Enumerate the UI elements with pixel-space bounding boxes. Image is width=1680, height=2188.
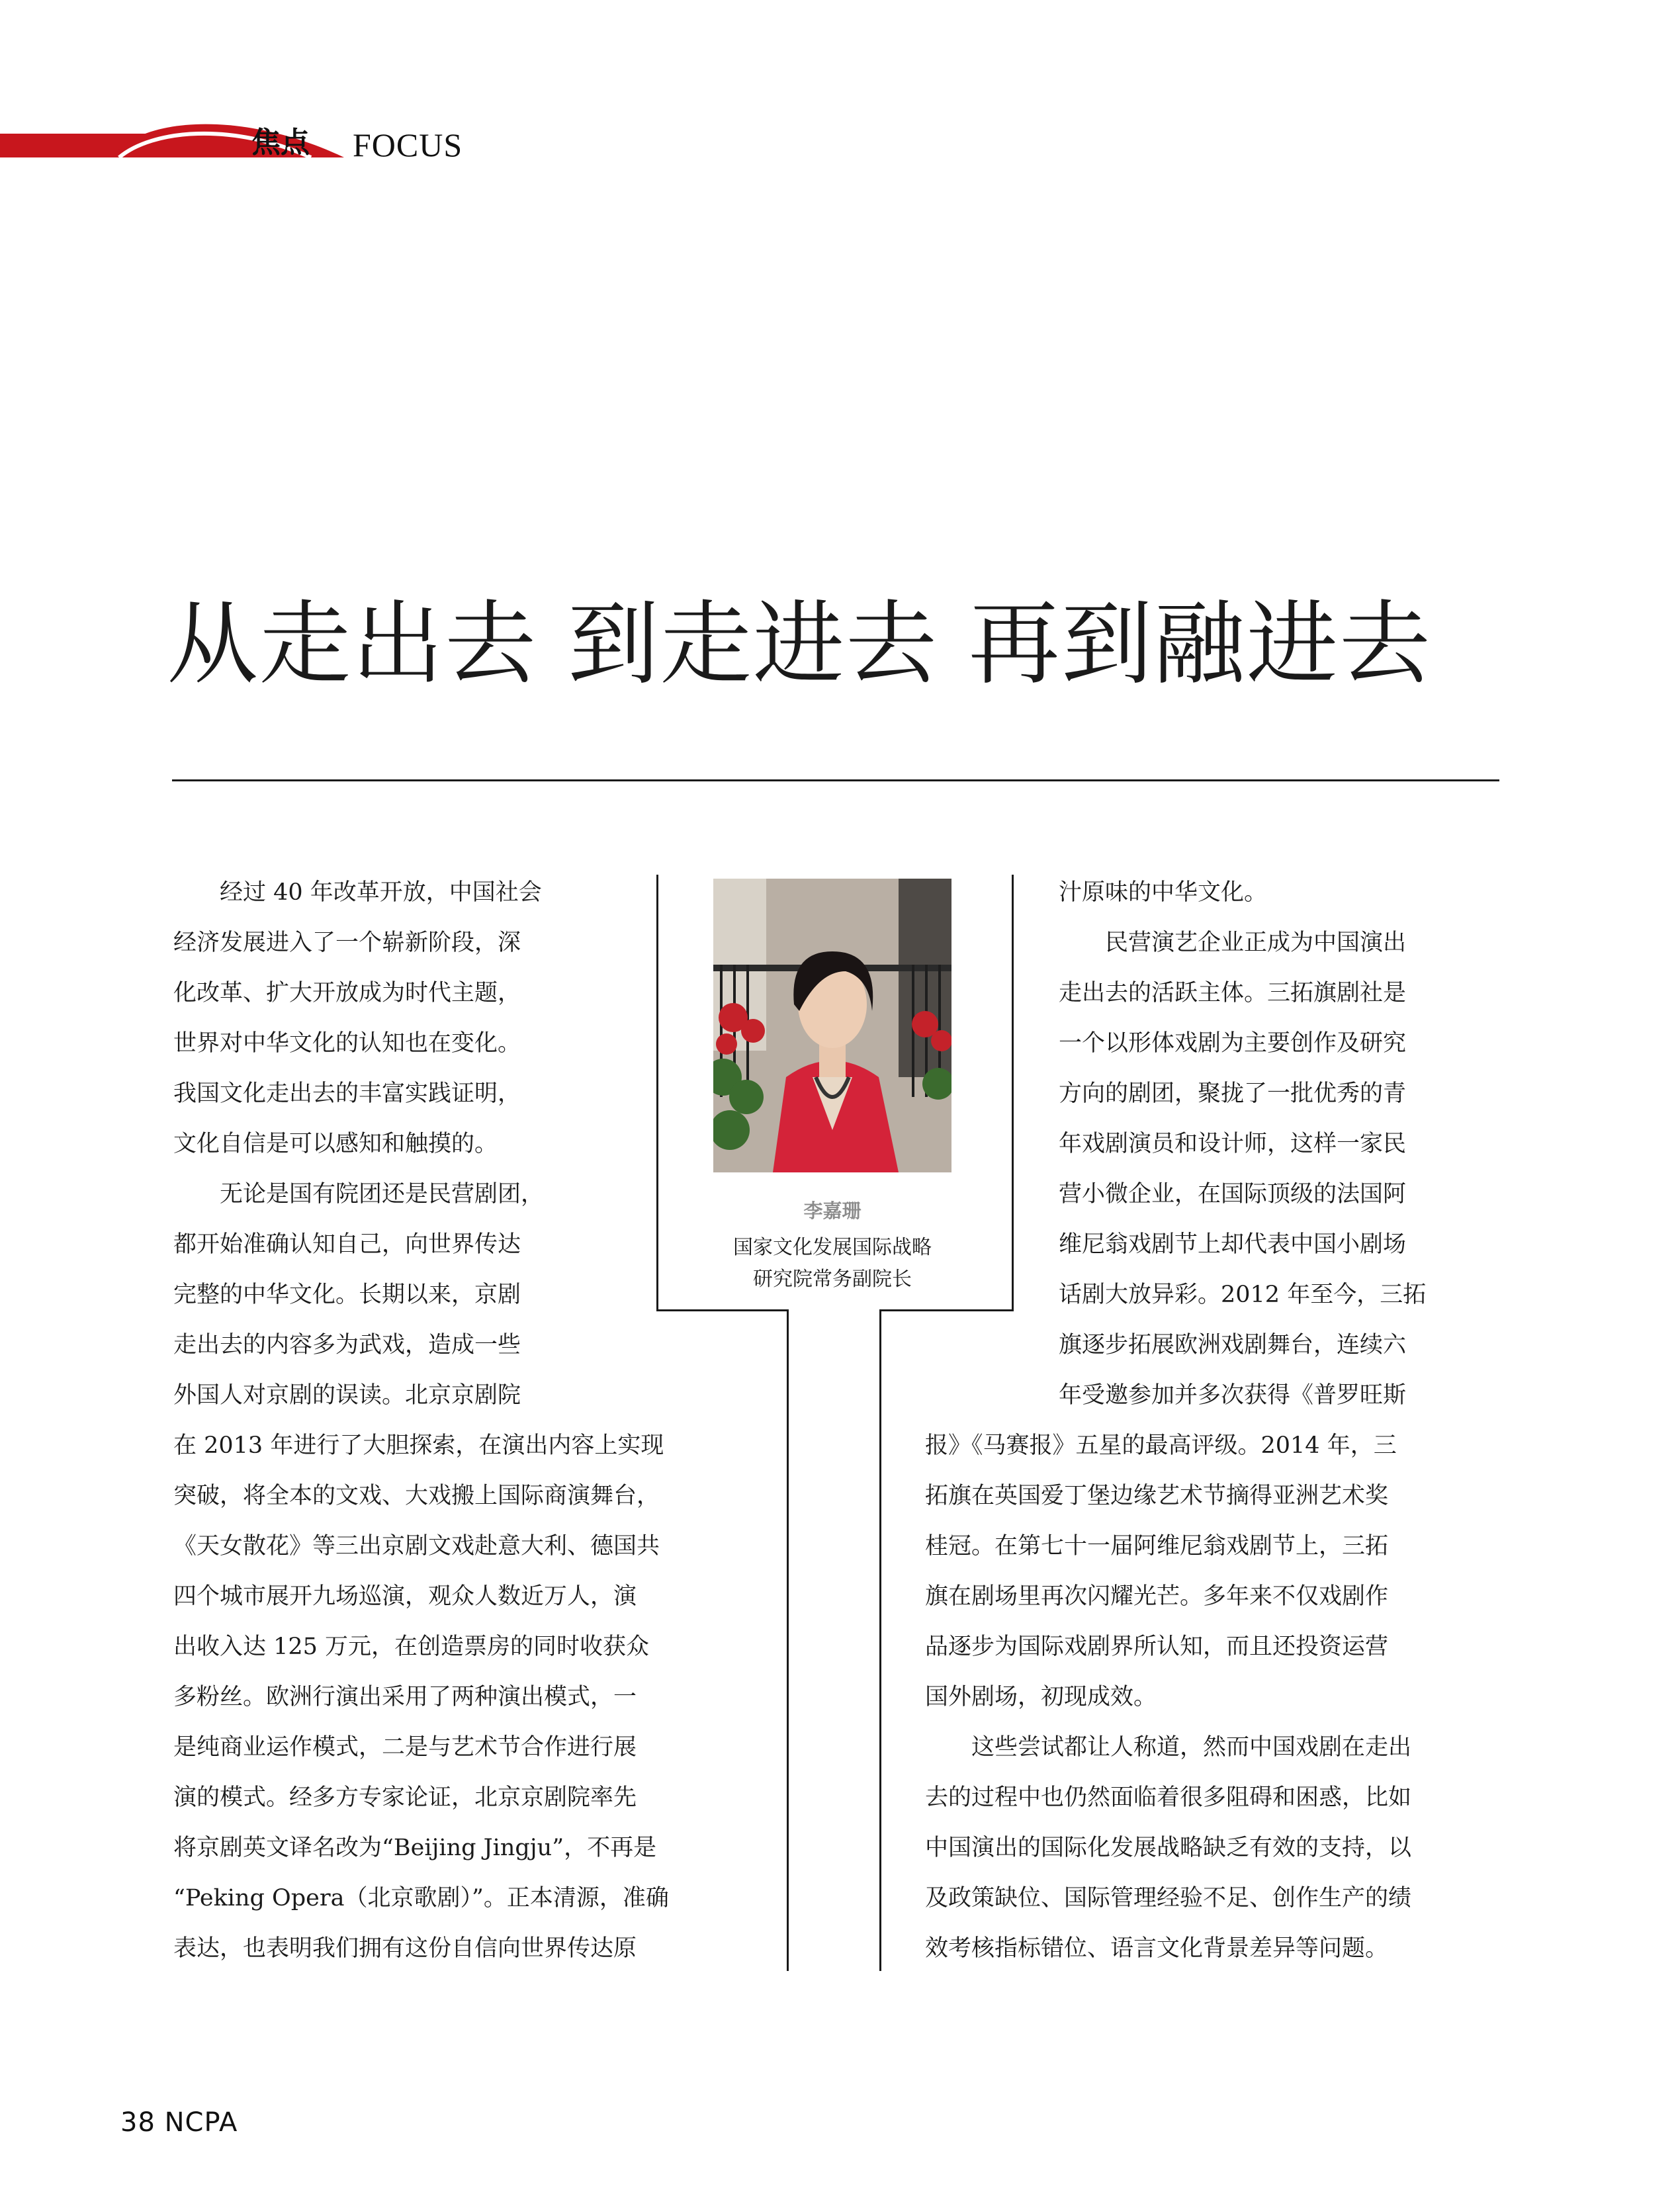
portrait-photo: [713, 879, 951, 1172]
section-label-en: FOCUS: [353, 126, 463, 163]
text-line: 维尼翁戏剧节上却代表中国小剧场: [1059, 1231, 1407, 1258]
text-line: 营小微企业，在国际顶级的法国阿: [1059, 1181, 1407, 1207]
text-line: 话剧大放异彩。2012 年至今，三拓: [1059, 1282, 1427, 1308]
text-line: 在 2013 年进行了大胆探索，在演出内容上实现: [173, 1432, 664, 1459]
portrait-illustration: [713, 879, 951, 1172]
text-line: 汁原味的中华文化。: [1059, 879, 1268, 906]
text-line: 都开始准确认知自己，向世界传达: [173, 1231, 521, 1258]
text-line: 效考核指标错位、语言文化背景差异等问题。: [925, 1935, 1389, 1962]
text-line: 走出去的活跃主体。三拓旗剧社是: [1059, 980, 1407, 1006]
portrait-caption-title: [688, 1232, 977, 1295]
text-line: 一个以形体戏剧为主要创作及研究: [1059, 1030, 1407, 1057]
page-number: 38 NCPA: [120, 2107, 238, 2138]
text-line: 外国人对京剧的误读。北京京剧院: [173, 1382, 521, 1409]
text-line: 拓旗在英国爱丁堡边缘艺术节摘得亚洲艺术奖: [925, 1483, 1389, 1509]
text-line: 化改革、扩大开放成为时代主题，: [173, 980, 521, 1006]
portrait-caption-name: 李嘉珊: [803, 1200, 862, 1222]
text-line: 文化自信是可以感知和触摸的。: [173, 1131, 498, 1157]
header-arc-decoration: [112, 110, 351, 163]
text-line: 《天女散花》等三出京剧文戏赴意大利、德国共: [173, 1533, 660, 1559]
text-line: 去的过程中也仍然面临着很多阻碍和困惑，比如: [925, 1784, 1412, 1811]
text-line: 中国演出的国际化发展战略缺乏有效的支持，以: [925, 1835, 1412, 1861]
headline-rule: [172, 779, 1499, 781]
text-line: 将京剧英文译名改为“Beijing Jingju”，不再是: [173, 1835, 657, 1861]
text-line: 年戏剧演员和设计师，这样一家民: [1059, 1131, 1407, 1157]
text-line: 旗在剧场里再次闪耀光芒。多年来不仅戏剧作: [925, 1583, 1389, 1610]
text-line: 出收入达 125 万元，在创造票房的同时收获众: [173, 1634, 650, 1660]
column-rule-left: [787, 1309, 789, 1971]
text-line: 品逐步为国际戏剧界所认知，而且还投资运营: [925, 1634, 1389, 1660]
text-line: 四个城市展开九场巡演，观众人数近万人，演: [173, 1583, 637, 1610]
text-line: 走出去的内容多为武戏，造成一些: [173, 1332, 521, 1358]
text-line: 是纯商业运作模式，二是与艺术节合作进行展: [173, 1734, 637, 1761]
text-line: 无论是国有院团还是民营剧团，: [173, 1181, 545, 1207]
column-rule-right: [879, 1309, 881, 1971]
text-line: 这些尝试都让人称道，然而中国戏剧在走出: [925, 1734, 1412, 1761]
left-column: [173, 867, 736, 1974]
text-line: 演的模式。经多方专家论证，北京京剧院率先: [173, 1784, 637, 1811]
text-line: 方向的剧团，聚拢了一批优秀的青: [1059, 1080, 1407, 1107]
text-line: “Peking Opera（北京歌剧）”。正本清源，准确: [173, 1885, 669, 1911]
text-line: 我国文化走出去的丰富实践证明，: [173, 1080, 521, 1107]
text-line: 民营演艺企业正成为中国演出: [1059, 930, 1407, 956]
text-line: 表达，也表明我们拥有这份自信向世界传达原: [173, 1935, 637, 1962]
portrait-title-line: 国家文化发展国际战略: [733, 1236, 932, 1259]
text-line: 突破，将全本的文戏、大戏搬上国际商演舞台，: [173, 1483, 660, 1509]
text-line: 经过 40 年改革开放，中国社会: [173, 879, 542, 906]
article-headline: 从走出去 到走进去 再到融进去: [167, 591, 1432, 697]
section-label-cn: 焦点: [251, 126, 310, 159]
text-line: 完整的中华文化。长期以来，京剧: [173, 1282, 521, 1308]
text-line: 年受邀参加并多次获得《普罗旺斯: [1059, 1382, 1407, 1409]
text-line: 及政策缺位、国际管理经验不足、创作生产的绩: [925, 1885, 1412, 1911]
text-line: 报》《马赛报》五星的最高评级。2014 年，三: [925, 1432, 1397, 1459]
text-line: 旗逐步拓展欧洲戏剧舞台，连续六: [1059, 1332, 1407, 1358]
text-line: 国外剧场，初现成效。: [925, 1684, 1157, 1710]
text-line: 桂冠。在第七十一届阿维尼翁戏剧节上，三拓: [925, 1533, 1389, 1559]
text-line: 经济发展进入了一个崭新阶段，深: [173, 930, 521, 956]
text-line: 世界对中华文化的认知也在变化。: [173, 1030, 521, 1057]
text-line: 多粉丝。欧洲行演出采用了两种演出模式，一: [173, 1684, 637, 1710]
portrait-title-line: 研究院常务副院长: [753, 1268, 912, 1291]
